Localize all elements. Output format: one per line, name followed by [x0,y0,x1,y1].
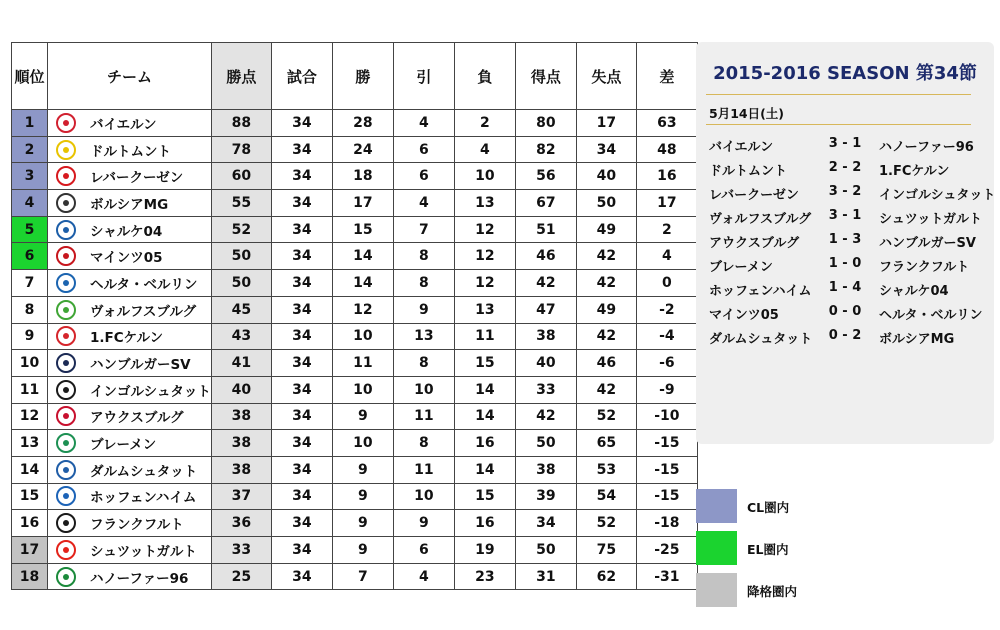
played-cell: 34 [271,190,332,217]
draws-cell: 6 [393,163,454,190]
table-row [12,216,698,243]
wins-cell: 24 [332,136,393,163]
team-name: ダルムシュタット [90,463,198,480]
team-name: ブレーメン [90,437,157,454]
played-cell: 34 [271,537,332,564]
points-cell: 33 [211,537,271,564]
wins-cell: 10 [332,323,393,350]
standings-body [12,110,698,590]
losses-cell: 10 [454,163,515,190]
rank-cell: 5 [12,216,48,243]
header-played: 試合 [271,43,332,110]
match-score: 0 - 0 [828,304,862,319]
played-cell: 34 [271,456,332,483]
goals-for-cell: 51 [515,216,576,243]
wins-cell: 11 [332,350,393,377]
koln-crest-icon [56,326,76,346]
goals-for-cell: 42 [515,403,576,430]
played-cell: 34 [271,430,332,457]
rank-cell: 15 [12,483,48,510]
wins-cell: 10 [332,376,393,403]
match-results-panel [696,42,994,444]
losses-cell: 12 [454,216,515,243]
goals-for-cell: 38 [515,323,576,350]
draws-cell: 9 [393,510,454,537]
played-cell: 34 [271,216,332,243]
goals-against-cell: 42 [576,323,636,350]
points-cell: 52 [211,216,271,243]
goal-diff-cell: 0 [636,270,697,297]
title-divider [706,94,971,95]
losses-cell: 11 [454,323,515,350]
wins-cell: 9 [332,483,393,510]
draws-cell: 4 [393,110,454,137]
goal-diff-cell: 48 [636,136,697,163]
goals-for-cell: 33 [515,376,576,403]
team-name: ヘルタ・ベルリン [90,276,198,293]
draws-cell: 6 [393,136,454,163]
team-cell [48,243,212,270]
goal-diff-cell: 4 [636,243,697,270]
played-cell: 34 [271,163,332,190]
team-name: バイエルン [90,116,157,133]
goals-for-cell: 42 [515,270,576,297]
rank-cell: 16 [12,510,48,537]
goal-diff-cell: 17 [636,190,697,217]
goal-diff-cell: -10 [636,403,697,430]
team-cell [48,190,212,217]
home-team: ドルトムント [709,164,788,179]
away-team: ハンブルガーSV [879,236,976,251]
wins-cell: 15 [332,216,393,243]
losses-cell: 19 [454,537,515,564]
match-score: 1 - 4 [828,280,862,295]
points-cell: 60 [211,163,271,190]
goals-against-cell: 49 [576,296,636,323]
draws-cell: 11 [393,456,454,483]
home-team: バイエルン [709,140,774,155]
team-name: ヴォルフスブルグ [90,303,197,320]
team-cell [48,430,212,457]
hamburg-crest-icon [56,353,76,373]
losses-cell: 2 [454,110,515,137]
table-row [12,110,698,137]
points-cell: 38 [211,403,271,430]
legend-label: 降格圏内 [747,584,798,599]
draws-cell: 8 [393,270,454,297]
wins-cell: 28 [332,110,393,137]
goals-against-cell: 42 [576,243,636,270]
points-cell: 41 [211,350,271,377]
away-team: ハノーファー96 [879,140,974,155]
wins-cell: 9 [332,537,393,564]
team-name: ドルトムント [90,143,171,160]
table-header-row [12,43,698,110]
leverkusen-crest-icon [56,166,76,186]
home-team: ブレーメン [709,260,773,275]
rank-cell: 10 [12,350,48,377]
goal-diff-cell: -31 [636,563,697,590]
goals-against-cell: 52 [576,403,636,430]
goals-against-cell: 75 [576,537,636,564]
goal-diff-cell: -2 [636,296,697,323]
legend-swatch [696,531,737,565]
team-cell [48,483,212,510]
goals-against-cell: 42 [576,376,636,403]
goals-for-cell: 31 [515,563,576,590]
rank-cell: 9 [12,323,48,350]
rank-cell: 11 [12,376,48,403]
rank-cell: 17 [12,537,48,564]
goals-against-cell: 62 [576,563,636,590]
team-name: 1.FCケルン [90,330,164,347]
draws-cell: 9 [393,296,454,323]
header-goals-for: 得点 [515,43,576,110]
team-name: レバークーゼン [90,170,184,187]
losses-cell: 15 [454,483,515,510]
rank-cell: 13 [12,430,48,457]
table-row [12,190,698,217]
draws-cell: 8 [393,243,454,270]
team-cell [48,270,212,297]
goals-against-cell: 65 [576,430,636,457]
header-losses: 負 [454,43,515,110]
goals-against-cell: 40 [576,163,636,190]
goals-against-cell: 52 [576,510,636,537]
rank-cell: 4 [12,190,48,217]
played-cell: 34 [271,136,332,163]
schalke-crest-icon [56,220,76,240]
header-wins: 勝 [332,43,393,110]
goals-for-cell: 80 [515,110,576,137]
match-score: 3 - 1 [828,136,862,151]
table-row [12,563,698,590]
mainz-crest-icon [56,246,76,266]
legend-swatch [696,573,737,607]
goals-for-cell: 40 [515,350,576,377]
points-cell: 50 [211,270,271,297]
team-cell [48,376,212,403]
team-cell [48,537,212,564]
rank-cell: 6 [12,243,48,270]
table-row [12,403,698,430]
table-row [12,136,698,163]
rank-cell: 18 [12,563,48,590]
legend-label: CL圏内 [747,500,790,515]
hoffenheim-crest-icon [56,486,76,506]
draws-cell: 8 [393,350,454,377]
team-name: マインツ05 [90,250,163,267]
played-cell: 34 [271,403,332,430]
played-cell: 34 [271,510,332,537]
wins-cell: 17 [332,190,393,217]
away-team: 1.FCケルン [879,164,950,179]
table-row [12,430,698,457]
goal-diff-cell: -6 [636,350,697,377]
team-name: アウクスブルグ [90,410,184,427]
augsburg-crest-icon [56,406,76,426]
wins-cell: 14 [332,243,393,270]
team-cell [48,563,212,590]
wins-cell: 18 [332,163,393,190]
played-cell: 34 [271,563,332,590]
goals-against-cell: 54 [576,483,636,510]
wins-cell: 14 [332,270,393,297]
wins-cell: 12 [332,296,393,323]
team-name: ハノーファー96 [90,570,189,587]
team-name: シュツットガルト [90,543,197,560]
draws-cell: 4 [393,563,454,590]
goal-diff-cell: -15 [636,483,697,510]
losses-cell: 15 [454,350,515,377]
points-cell: 78 [211,136,271,163]
goal-diff-cell: -4 [636,323,697,350]
header-team: チーム [48,43,212,110]
rank-cell: 7 [12,270,48,297]
wins-cell: 9 [332,403,393,430]
draws-cell: 10 [393,483,454,510]
goal-diff-cell: -18 [636,510,697,537]
points-cell: 38 [211,430,271,457]
losses-cell: 13 [454,296,515,323]
points-cell: 43 [211,323,271,350]
home-team: ホッフェンハイム [709,284,812,299]
team-cell [48,216,212,243]
team-cell [48,350,212,377]
goals-for-cell: 50 [515,430,576,457]
draws-cell: 4 [393,190,454,217]
table-row [12,456,698,483]
team-cell [48,403,212,430]
draws-cell: 6 [393,537,454,564]
away-team: シャルケ04 [879,284,949,299]
match-score: 0 - 2 [828,328,862,343]
header-draws: 引 [393,43,454,110]
played-cell: 34 [271,350,332,377]
home-team: ヴォルフスブルグ [709,212,812,227]
table-row [12,296,698,323]
home-team: アウクスブルグ [709,236,800,251]
rank-cell: 2 [12,136,48,163]
table-row [12,350,698,377]
team-name: シャルケ04 [90,223,163,240]
played-cell: 34 [271,243,332,270]
match-score: 1 - 3 [828,232,862,247]
goals-for-cell: 47 [515,296,576,323]
goals-for-cell: 67 [515,190,576,217]
table-row [12,163,698,190]
goals-for-cell: 46 [515,243,576,270]
team-cell [48,110,212,137]
losses-cell: 16 [454,510,515,537]
away-team: ボルシアMG [879,332,955,347]
rank-cell: 12 [12,403,48,430]
table-row [12,483,698,510]
wins-cell: 9 [332,456,393,483]
match-score: 3 - 2 [828,184,862,199]
bayern-crest-icon [56,113,76,133]
header-goals-against: 失点 [576,43,636,110]
date-divider [706,124,971,125]
played-cell: 34 [271,376,332,403]
rank-cell: 14 [12,456,48,483]
played-cell: 34 [271,483,332,510]
goals-against-cell: 17 [576,110,636,137]
losses-cell: 12 [454,270,515,297]
played-cell: 34 [271,110,332,137]
header-points: 勝点 [211,43,271,110]
frankfurt-crest-icon [56,513,76,533]
goal-diff-cell: -25 [636,537,697,564]
table-row [12,510,698,537]
played-cell: 34 [271,323,332,350]
ingolstadt-crest-icon [56,380,76,400]
bremen-crest-icon [56,433,76,453]
team-name: ボルシアMG [90,196,169,213]
gladbach-crest-icon [56,193,76,213]
away-team: フランクフルト [879,260,970,275]
played-cell: 34 [271,296,332,323]
wolfsburg-crest-icon [56,300,76,320]
match-score: 2 - 2 [828,160,862,175]
points-cell: 55 [211,190,271,217]
team-name: ハンブルガーSV [90,357,191,374]
team-cell [48,136,212,163]
points-cell: 36 [211,510,271,537]
losses-cell: 14 [454,456,515,483]
table-row [12,537,698,564]
away-team: インゴルシュタット [879,188,996,203]
goals-against-cell: 34 [576,136,636,163]
losses-cell: 12 [454,243,515,270]
losses-cell: 14 [454,403,515,430]
wins-cell: 7 [332,563,393,590]
goals-for-cell: 56 [515,163,576,190]
losses-cell: 4 [454,136,515,163]
draws-cell: 10 [393,376,454,403]
team-cell [48,296,212,323]
stuttgart-crest-icon [56,540,76,560]
match-date: 5月14日(土) [709,106,785,121]
legend-swatch [696,489,737,523]
match-score: 1 - 0 [828,256,862,271]
points-cell: 88 [211,110,271,137]
rank-cell: 8 [12,296,48,323]
points-cell: 40 [211,376,271,403]
played-cell: 34 [271,270,332,297]
team-cell [48,456,212,483]
team-name: インゴルシュタット [90,383,211,400]
draws-cell: 11 [393,403,454,430]
goals-for-cell: 82 [515,136,576,163]
wins-cell: 10 [332,430,393,457]
team-name: フランクフルト [90,517,184,534]
losses-cell: 13 [454,190,515,217]
darmstadt-crest-icon [56,460,76,480]
goal-diff-cell: 16 [636,163,697,190]
away-team: シュツットガルト [879,212,982,227]
goals-against-cell: 46 [576,350,636,377]
home-team: マインツ05 [709,308,779,323]
points-cell: 37 [211,483,271,510]
losses-cell: 23 [454,563,515,590]
goals-for-cell: 34 [515,510,576,537]
goals-against-cell: 53 [576,456,636,483]
points-cell: 45 [211,296,271,323]
hannover-crest-icon [56,567,76,587]
goal-diff-cell: -9 [636,376,697,403]
header-goal-diff: 差 [636,43,697,110]
draws-cell: 7 [393,216,454,243]
team-cell [48,510,212,537]
points-cell: 25 [211,563,271,590]
rank-cell: 3 [12,163,48,190]
table-row [12,376,698,403]
table-row [12,323,698,350]
hertha-crest-icon [56,273,76,293]
goal-diff-cell: -15 [636,456,697,483]
goals-against-cell: 50 [576,190,636,217]
rank-cell: 1 [12,110,48,137]
team-cell [48,163,212,190]
wins-cell: 9 [332,510,393,537]
draws-cell: 8 [393,430,454,457]
table-row [12,243,698,270]
goals-for-cell: 50 [515,537,576,564]
goals-against-cell: 49 [576,216,636,243]
team-name: ホッフェンハイム [90,490,197,507]
legend-label: EL圏内 [747,542,789,557]
home-team: ダルムシュタット [709,332,813,347]
points-cell: 38 [211,456,271,483]
losses-cell: 14 [454,376,515,403]
losses-cell: 16 [454,430,515,457]
header-rank: 順位 [12,43,48,110]
goals-for-cell: 39 [515,483,576,510]
standings-table [11,42,698,590]
goals-against-cell: 42 [576,270,636,297]
goals-for-cell: 38 [515,456,576,483]
points-cell: 50 [211,243,271,270]
goal-diff-cell: 2 [636,216,697,243]
away-team: ヘルタ・ベルリン [879,308,983,323]
dortmund-crest-icon [56,140,76,160]
table-row [12,270,698,297]
draws-cell: 13 [393,323,454,350]
goal-diff-cell: 63 [636,110,697,137]
team-cell [48,323,212,350]
match-score: 3 - 1 [828,208,862,223]
goal-diff-cell: -15 [636,430,697,457]
home-team: レバークーゼン [709,188,799,203]
season-title: 2015-2016 SEASON 第34節 [713,63,977,84]
